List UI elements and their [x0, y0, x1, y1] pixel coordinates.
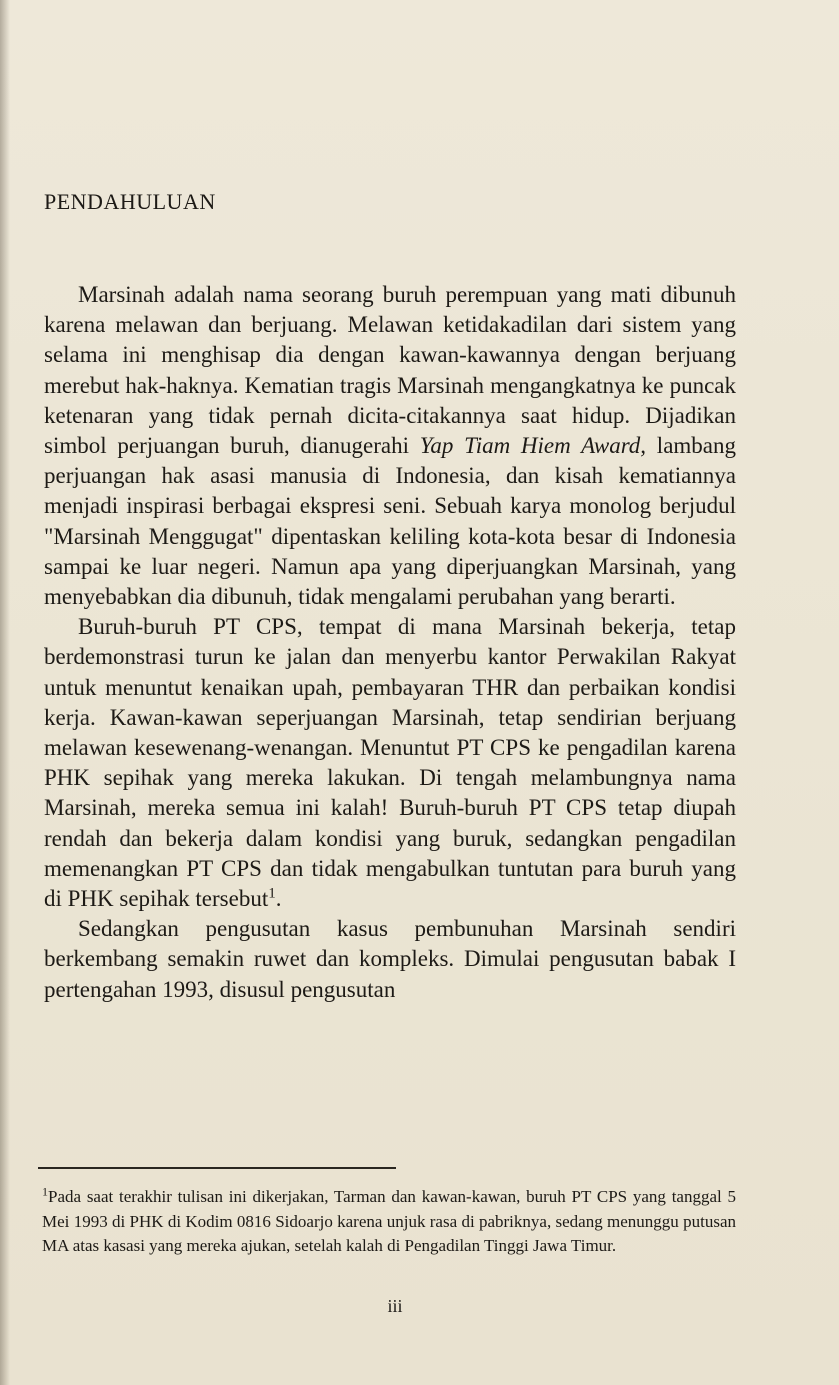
- paragraph-3: [44, 914, 736, 1005]
- spine-shadow: [0, 0, 10, 1385]
- award-name: Yap Tiam Hiem Award,: [419, 433, 647, 459]
- paragraph-2-end: .: [275, 886, 282, 912]
- paragraph-1-text-end: lambang perjuangan hak asasi manusia di Indonesia, dan kisah kematiannya menjadi inspirasi berbagai ekspresi seni. Sebuah karya monolog berjudul "Marsinah Menggugat" dipentaskan keliling kota-kota besar di Indonesia sampai ke luar negeri. Namun apa yang diperjuangkan Marsinah, yang menyebabkan dia dibunuh, tidak mengalami perubahan yang berarti.: [44, 433, 737, 610]
- footnote-text: Pada saat terakhir tulisan ini dikerjakan, Tarman dan kawan-kawan, buruh PT CPS yang tanggal 5 Mei 1993 di PHK di Kodim 0816 Sidoarjo karena unjuk rasa di pabriknya, sedang menunggu putusan MA atas kasasi yang mereka ajukan, setelah kalah di Pengadilan Tinggi Jawa Timur.: [42, 1187, 736, 1255]
- paragraph-2-text: Buruh-buruh PT CPS, tempat di mana Marsinah bekerja, tetap berdemonstrasi turun ke jalan dan menyerbu kantor Perwakilan Rakyat untuk menuntut kenaikan upah, pembayaran THR dan perbaikan kondisi kerja. Kawan-kawan seperjuangan Marsinah, tetap sendirian berjuang melawan kesewenang-wenangan. Menuntut PT CPS ke pengadilan karena PHK sepihak yang mereka lakukan. Di tengah melambungnya nama Marsinah, mereka semua ini kalah! Buruh-buruh PT CPS tetap diupah rendah dan bekerja dalam kondisi yang buruk, sedangkan pengadilan memenangkan PT CPS dan tidak mengabulkan tuntutan para buruh yang di PHK sepihak tersebut: [44, 614, 736, 912]
- paragraph-1: [44, 280, 736, 612]
- paragraph-2: [44, 612, 736, 914]
- chapter-heading: PENDAHULUAN: [44, 189, 216, 214]
- footnote-marker: 1: [42, 1184, 48, 1199]
- body-text: [44, 280, 736, 1005]
- footnote-divider: [38, 1167, 396, 1169]
- paragraph-3-text: Sedangkan pengusutan kasus pembunuhan Marsinah sendiri berkembang semakin ruwet dan kompleks. Dimulai pengusutan babak I pertengahan 1993, disusul pengusutan: [44, 916, 736, 1002]
- paragraph-1-text-start: Marsinah adalah nama seorang buruh perempuan yang mati dibunuh karena melawan dan berjuang. Melawan ketidakadilan dari sistem yang selama ini menghisap dia dengan kawan-kawannya dengan berjuang merebut hak-haknya. Kematian tragis Marsinah mengangkatnya ke puncak ketenaran yang tidak pernah dicita-citakannya saat hidup. Dijadikan simbol perjuangan buruh, dianugerahi: [44, 282, 736, 459]
- footnote: [42, 1185, 736, 1259]
- footnote-reference: 1: [268, 885, 276, 902]
- page-number: iii: [387, 1296, 403, 1316]
